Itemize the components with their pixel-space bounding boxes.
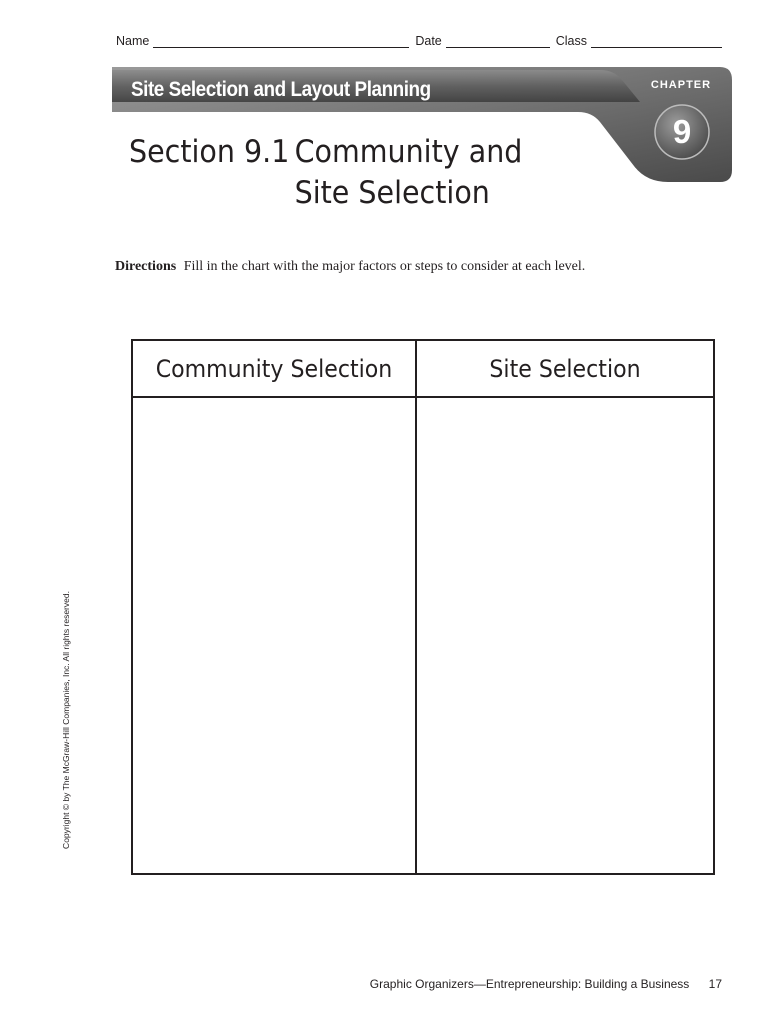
column-header-community-selection: Community Selection: [155, 354, 393, 383]
directions-label: Directions: [115, 259, 177, 274]
site-selection-answer-area[interactable]: [417, 398, 713, 873]
footer-book-title: Graphic Organizers—Entrepreneurship: Building a Business: [369, 977, 690, 991]
section-number: Section 9.1: [129, 134, 290, 170]
directions-text: Fill in the chart with the major factors or steps to consider at each level.: [183, 259, 586, 274]
section-title-line1: Community and: [294, 134, 523, 170]
date-label: Date: [415, 34, 442, 48]
graphic-organizer-chart: [131, 339, 715, 875]
column-header-site-selection: Site Selection: [489, 354, 641, 383]
chapter-title: Site Selection and Layout Planning: [131, 78, 431, 101]
page-footer: [370, 977, 722, 991]
directions: [115, 259, 585, 275]
name-label: Name: [116, 34, 150, 48]
chapter-number: 9: [672, 113, 692, 150]
section-title-line2: Site Selection: [294, 175, 490, 211]
chapter-label: CHAPTER: [650, 79, 712, 91]
section-title: [129, 132, 522, 214]
community-selection-answer-area[interactable]: [133, 398, 415, 873]
copyright-notice: Copyright © by The McGraw-Hill Companies, Inc. All rights reserved.: [61, 591, 71, 849]
class-label: Class: [555, 34, 588, 48]
page-number: 17: [708, 977, 722, 991]
